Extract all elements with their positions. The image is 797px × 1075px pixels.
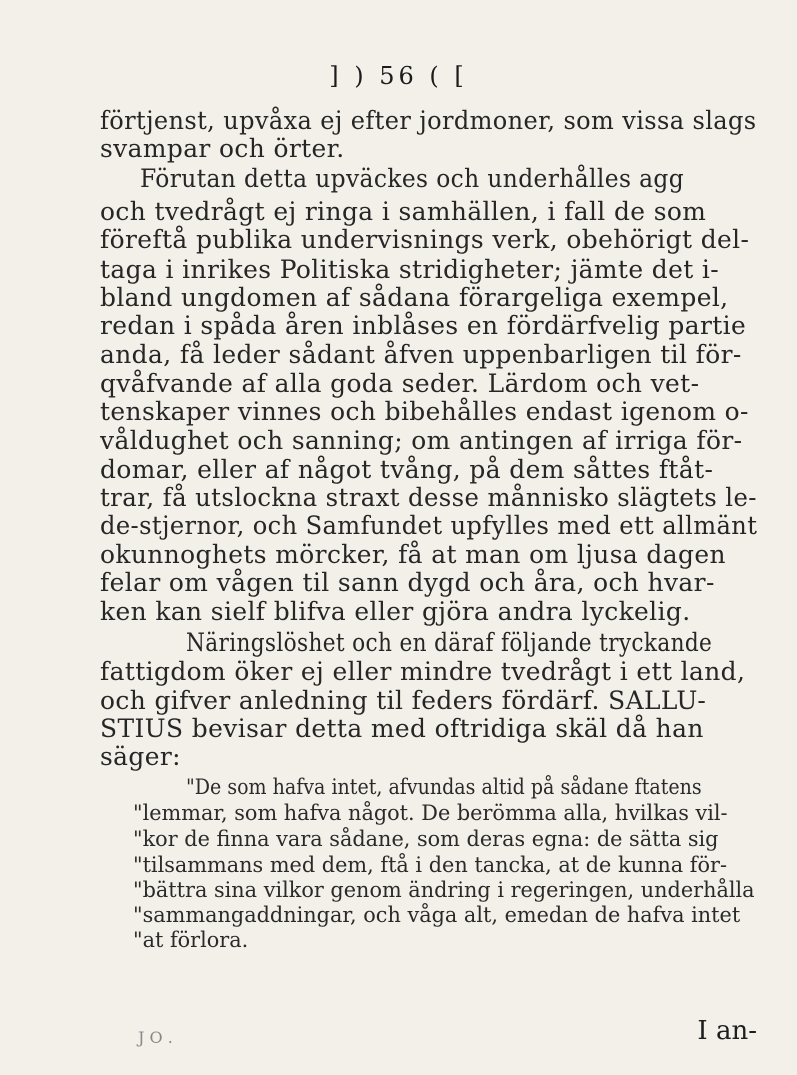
text-line: Näringslöshet och en däraf följande tryckande (186, 628, 713, 657)
text-line: STIUS bevisar detta med oftridiga skäl då han (100, 714, 704, 743)
text-line: svampar och örter. (100, 134, 345, 163)
text-line: och tvedrågt ej ringa i samhällen, i fall de som (100, 197, 707, 226)
text-line: felar om vågen til sann dygd och åra, och hvar- (100, 568, 715, 597)
quote-line: "bättra sina vilkor genom ändring i regeringen, underhålla (133, 878, 755, 902)
quote-line: "kor de finna vara sådane, som deras egna: de sätta sig (133, 827, 719, 851)
text-line: trar, få utslockna straxt desse månnisko slägtets le- (100, 483, 757, 512)
text-line: förtjenst, upvåxa ej efter jordmoner, som vissa slags (100, 106, 757, 135)
text-line: redan i spåda åren inblåses en fördärfvelig partie (100, 311, 747, 340)
text-line: bland ungdomen af sådana förargeliga exempel, (100, 283, 729, 312)
text-line: domar, eller af något tvång, på dem såttes ftåt- (100, 455, 714, 484)
text-line: säger: (100, 742, 181, 771)
text-line: ken kan sielf blifva eller gjöra andra lyckelig. (100, 597, 691, 626)
catchword: I an- (697, 1016, 757, 1046)
text-line: och gifver anledning til feders fördärf. SALLU- (100, 686, 707, 715)
quote-line: "lemmar, som hafva något. De berömma alla, hvilkas vil- (133, 801, 728, 825)
text-line: föreftå publika undervisnings verk, obehörigt del- (100, 225, 750, 254)
text-line: tenskaper vinnes och bibehålles endast igenom o- (100, 397, 749, 426)
text-line: fattigdom öker ej eller mindre tvedrågt i ett land, (100, 657, 746, 686)
quote-line: "tilsammans med dem, ftå i den tancka, at de kunna för- (133, 853, 727, 877)
text-line: qvåfvande af alla goda seder. Lärdom och vet- (100, 369, 700, 398)
page-header: ] ) 56 ( [ (329, 62, 468, 90)
text-line: de-stjernor, och Samfundet upfylles med ett allmänt (100, 511, 758, 540)
text-line: våldughet och sanning; om antingen af irriga för- (100, 426, 743, 455)
text-line: taga i inrikes Politiska stridigheter; jämte det i- (100, 255, 720, 284)
quote-line: "at förlora. (133, 928, 249, 952)
signature-mark: J O . (138, 1028, 173, 1047)
quote-line: "De som hafva intet, afvundas altid på sådane ftatens (186, 775, 702, 799)
text-line: Förutan detta upväckes och underhålles agg (140, 164, 685, 193)
quote-line: "sammangaddningar, och våga alt, emedan de hafva intet (133, 903, 741, 927)
text-line: anda, få leder sådant åfven uppenbarligen til för- (100, 340, 742, 369)
text-line: okunnoghets mörcker, få at man om ljusa dagen (100, 540, 726, 569)
